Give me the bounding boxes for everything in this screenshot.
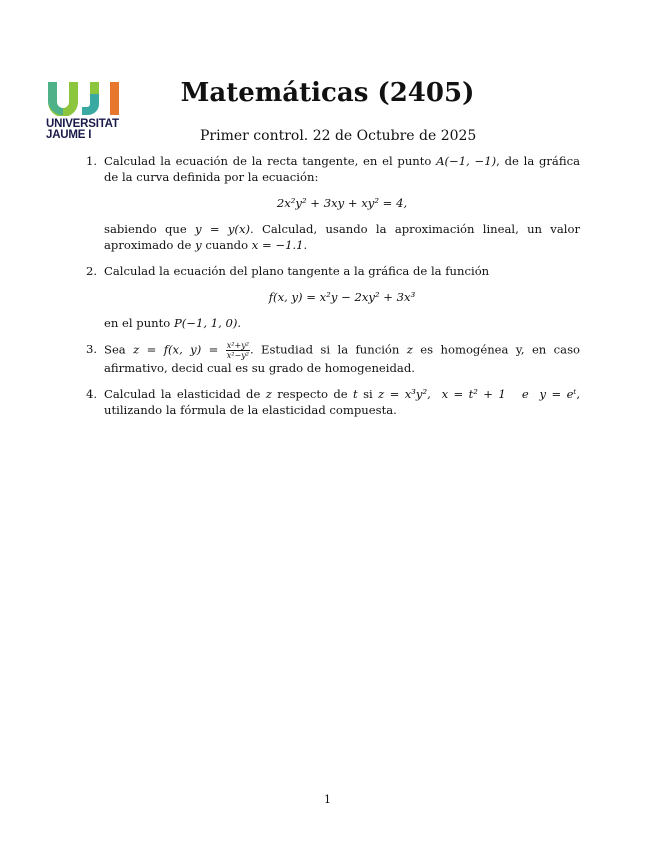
question-2 <box>86 263 580 331</box>
question-text: si <box>357 387 379 401</box>
math-inline: t <box>353 387 358 401</box>
math-inline: z = f(x, y) = <box>133 342 226 357</box>
question-text: . <box>303 238 308 252</box>
question-text: . <box>237 316 242 330</box>
question-1 <box>86 153 580 253</box>
logo-text-line1: UNIVERSITAT <box>46 118 119 130</box>
question-text: Calculad la elasticidad de <box>104 387 266 401</box>
question-text: Sea <box>104 342 134 357</box>
logo-text-line2: JAUME I <box>46 129 92 141</box>
fraction-denominator: x²−y² <box>226 351 249 360</box>
question-text: , utilizando la fórmula de la elasticidad compuesta. <box>104 387 581 417</box>
question-text: en el punto <box>104 316 174 330</box>
display-equation: 2x²y² + 3xy + xy² = 4, <box>276 196 408 210</box>
math-inline: z <box>265 387 272 401</box>
math-inline: x = −1.1 <box>251 238 304 252</box>
question-text: Calculad la ecuación de la recta tangente, en el punto <box>104 154 437 168</box>
question-number: 3. <box>86 342 98 356</box>
display-equation: f(x, y) = x²y − 2xy² + 3x³ <box>268 290 416 304</box>
question-number: 1. <box>86 154 98 168</box>
question-text: . Estudiad si la función <box>249 342 407 357</box>
fraction <box>226 341 250 360</box>
math-inline: z = x³y², x = t² + 1 e y = eᵗ <box>378 387 577 401</box>
title-text: Matemáticas (2405) <box>180 78 475 108</box>
math-inline: y = y(x) <box>195 222 251 236</box>
question-text: cuando <box>201 238 252 252</box>
math-inline: z <box>406 342 413 357</box>
math-inline: y <box>195 238 202 252</box>
question-number: 2. <box>86 264 98 278</box>
math-inline: A(−1, −1) <box>436 154 497 168</box>
fraction-numerator: x²+y² <box>226 341 249 350</box>
question-text: es homogénea y, en caso afirmativo, decid cual es su grado de homogeneidad. <box>104 342 581 375</box>
question-text: , de la gráfica de la curva definida por la ecuación: <box>104 154 580 184</box>
math-inline: P(−1, 1, 0) <box>173 316 238 330</box>
question-4 <box>86 386 580 418</box>
question-text: respecto de <box>271 387 354 401</box>
question-text: Calculad la ecuación del plano tangente a la gráfica de la función <box>104 264 490 278</box>
question-3 <box>86 341 580 376</box>
question-number: 4. <box>86 387 98 401</box>
question-text: . Calculad, usando la aproximación lineal, un valor aproximado de <box>104 222 581 252</box>
question-list <box>86 153 580 428</box>
document-subtitle: Primer control. 22 de Octubre de 2025 <box>200 128 477 144</box>
question-text: sabiendo que <box>104 222 196 236</box>
document-title <box>0 78 655 108</box>
page-number: 1 <box>324 793 331 806</box>
